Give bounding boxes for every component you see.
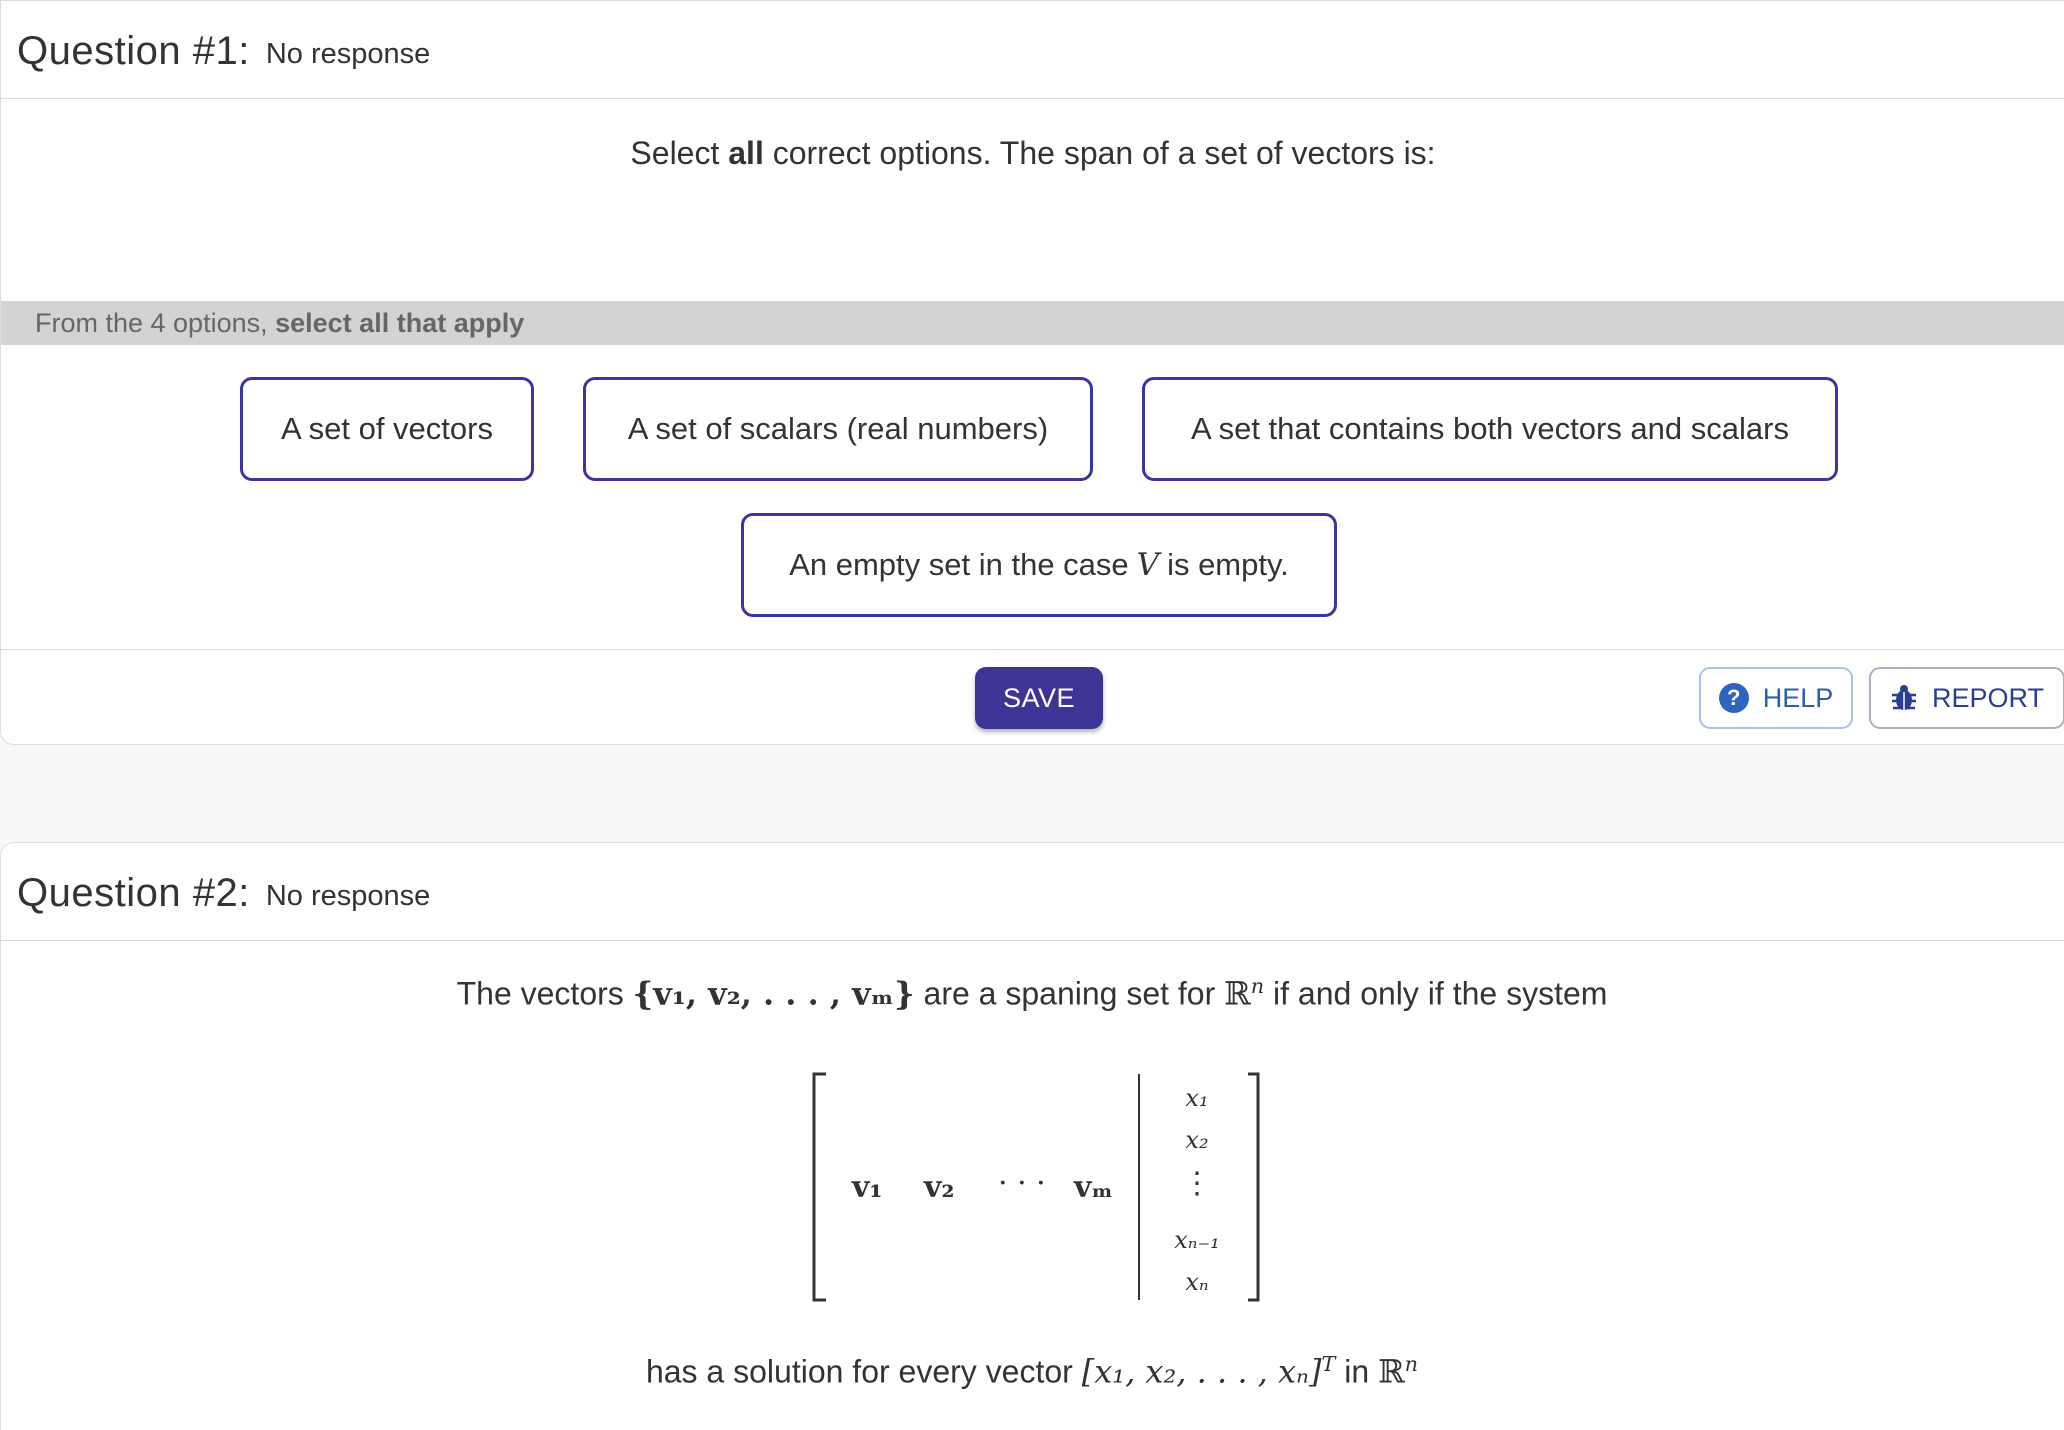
transpose-symbol: T [1321,1352,1336,1376]
report-label: REPORT [1931,682,2045,713]
vector-set: {v₁, v₂, . . . , vₘ} [632,974,915,1013]
help-icon: ? [1719,683,1749,713]
instruction-bar [1,301,2064,345]
option-vectors-and-scalars[interactable] [1142,377,1838,481]
question-2-solution-text [0,1352,2064,1391]
option-label: A set of scalars (real numbers) [627,411,1049,446]
prompt-text-end: correct options. The span of a set of vectors is: [763,135,1436,171]
prompt-bold-text: all [728,135,764,171]
matrix-vdots: ⋮ [1182,1166,1212,1201]
option-set-of-vectors[interactable] [240,377,534,481]
solution-vector: [x₁, x₂, . . . , xₙ] [1081,1352,1322,1391]
matrix-col-v1: v₁ [852,1170,883,1205]
question-1-prompt [1,135,2064,172]
save-button[interactable]: SAVE [975,667,1103,729]
real-space-symbol: ℝ [1378,1352,1405,1391]
option-set-of-scalars[interactable] [583,377,1093,481]
option-label-end: is empty. [1167,547,1289,582]
question-2-prompt [0,974,2064,1013]
prompt-text-end: if and only if the system [1264,975,1608,1012]
question-1-status: No response [265,38,431,70]
matrix-xn-1: xₙ₋₁ [1174,1226,1220,1254]
instruction-bold-text: select all that apply [275,308,525,338]
option-label: A set that contains both vectors and scalars [1191,411,1789,446]
solution-text: has a solution for every vector [645,1353,1082,1390]
question-2-status: No response [265,880,431,912]
real-space-symbol: ℝ [1224,974,1251,1013]
bug-icon [1890,683,1918,713]
matrix-x2: x₂ [1185,1126,1209,1154]
matrix-col-dots: · · · [998,1166,1046,1201]
augmented-matrix [812,1070,1262,1304]
option-label: A set of vectors [281,411,493,446]
option-math-var: V [1136,547,1160,583]
matrix-col-vm: vₘ [1074,1170,1114,1205]
prompt-text: Select [630,135,729,171]
prompt-text-mid: are a spaning set for [914,975,1225,1012]
instruction-text: From the 4 options, [35,308,276,338]
solution-text-mid: in [1335,1353,1379,1390]
matrix-col-v2: v₂ [924,1170,955,1205]
space-exponent: n [1404,1352,1419,1376]
question-1-title: Question #1: [17,29,250,73]
report-button[interactable] [1869,667,2064,729]
help-button[interactable] [1699,667,1853,729]
question-2-title: Question #2: [17,871,250,915]
option-empty-set[interactable] [741,513,1337,617]
question-1-header [1,1,2064,99]
actions-divider [1,649,2064,650]
help-label: HELP [1762,682,1834,713]
space-exponent: n [1250,974,1265,998]
matrix-x1: x₁ [1185,1084,1209,1112]
prompt-text: The vectors [456,975,633,1012]
question-2-header [1,843,2064,941]
matrix-xn: xₙ [1185,1268,1209,1296]
option-label: An empty set in the case [789,547,1129,582]
